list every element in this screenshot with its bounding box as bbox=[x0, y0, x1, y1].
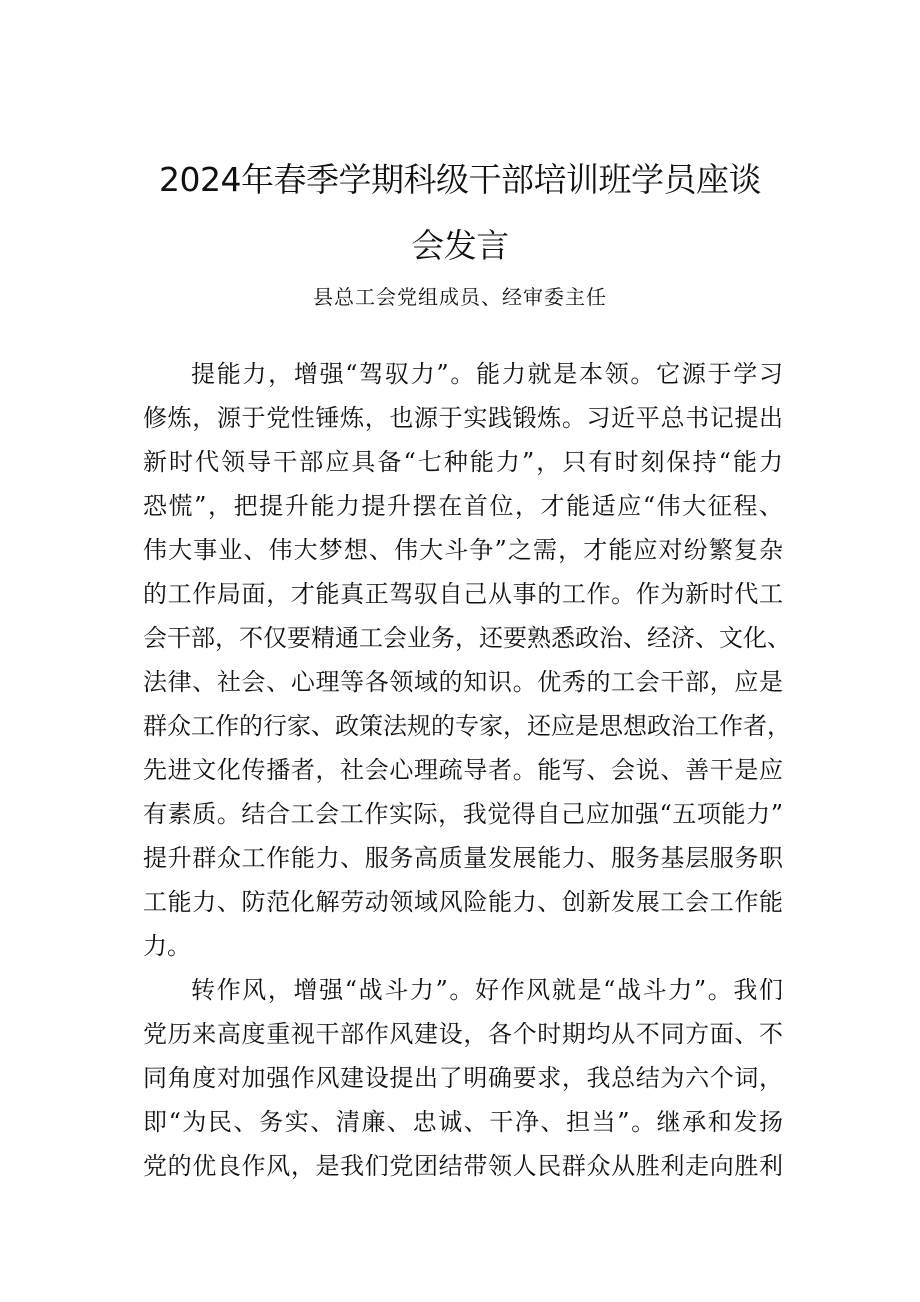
author-line: 县总工会党组成员、经审委主任 bbox=[313, 285, 607, 309]
body-line: 有素质。结合工会工作实际，我觉得自己应加强“五项能力” bbox=[143, 800, 783, 828]
document-title-line-2: 会发言 bbox=[411, 226, 509, 265]
body-line: 恐慌”，把提升能力提升摆在首位，才能适应“伟大征程、 bbox=[143, 492, 783, 520]
body-line: 即“为民、务实、清廉、忠诚、干净、担当”。继承和发扬 bbox=[143, 1108, 783, 1136]
body-line: 工能力、防范化解劳动领域风险能力、创新发展工会工作能 bbox=[143, 888, 783, 916]
body-line: 党的优良作风，是我们党团结带领人民群众从胜利走向胜利 bbox=[143, 1152, 783, 1180]
body-line: 转作风，增强“战斗力”。好作风就是“战斗力”。我们 bbox=[191, 976, 783, 1004]
body-line: 新时代领导干部应具备“七种能力”，只有时刻保持“能力 bbox=[143, 448, 783, 476]
body-line: 提能力，增强“驾驭力”。能力就是本领。它源于学习 bbox=[191, 360, 783, 388]
body-line: 伟大事业、伟大梦想、伟大斗争”之需，才能应对纷繁复杂 bbox=[143, 536, 783, 564]
body-line: 群众工作的行家、政策法规的专家，还应是思想政治工作者， bbox=[143, 712, 791, 740]
body-line: 法律、社会、心理等各领域的知识。优秀的工会干部，应是 bbox=[143, 668, 783, 696]
body-line: 党历来高度重视干部作风建设，各个时期均从不同方面、不 bbox=[143, 1020, 783, 1048]
body-line: 修炼，源于党性锤炼，也源于实践锻炼。习近平总书记提出 bbox=[143, 404, 783, 432]
body-line: 力。 bbox=[143, 932, 191, 960]
body-line: 先进文化传播者，社会心理疏导者。能写、会说、善干是应 bbox=[143, 756, 783, 784]
body-line: 的工作局面，才能真正驾驭自己从事的工作。作为新时代工 bbox=[143, 580, 783, 608]
body-line: 会干部，不仅要精通工会业务，还要熟悉政治、经济、文化、 bbox=[143, 624, 791, 652]
body-line: 提升群众工作能力、服务高质量发展能力、服务基层服务职 bbox=[143, 844, 783, 872]
document-title-line-1: 2024年春季学期科级干部培训班学员座谈 bbox=[159, 160, 761, 199]
body-line: 同角度对加强作风建设提出了明确要求，我总结为六个词， bbox=[143, 1064, 783, 1092]
document-body bbox=[143, 352, 791, 1188]
